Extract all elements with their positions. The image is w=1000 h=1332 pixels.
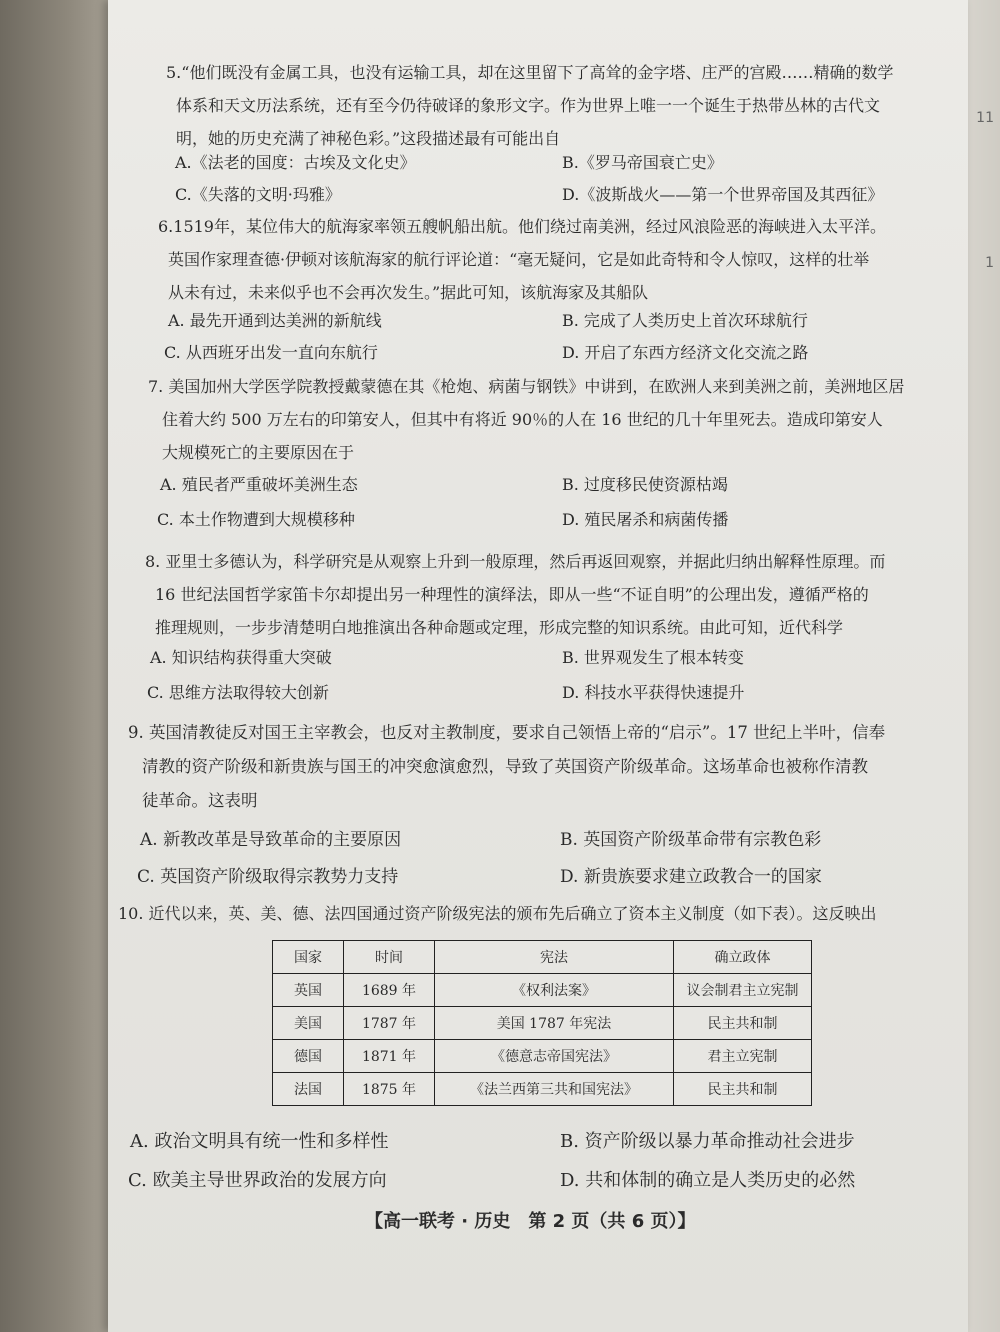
table-cell: 《德意志帝国宪法》 bbox=[435, 1040, 674, 1073]
stem-line: 推理规则，一步步清楚明白地推演出各种命题或定理，形成完整的知识系统。由此可知，近代科学 bbox=[155, 618, 844, 637]
question-9-option-b: B. 英国资产阶级革命带有宗教色彩 bbox=[560, 830, 822, 850]
stem-line: 16 世纪法国哲学家笛卡尔却提出另一种理性的演绎法，即从一些“不证自明”的公理出发，遵循严格的 bbox=[155, 585, 869, 604]
table-cell: 法国 bbox=[273, 1073, 344, 1106]
stem-line: 大规模死亡的主要原因在于 bbox=[162, 443, 355, 462]
question-7-option-d: D. 殖民屠杀和病菌传播 bbox=[562, 510, 729, 529]
table-header-cell: 确立政体 bbox=[674, 941, 812, 974]
question-5-stem bbox=[166, 56, 893, 155]
question-8-option-c: C. 思维方法取得较大创新 bbox=[147, 683, 329, 702]
stem-line: 6.1519年，某位伟大的航海家率领五艘帆船出航。他们绕过南美洲，经过风浪险恶的海峡进入太平洋。 bbox=[158, 217, 886, 236]
table-cell: 《法兰西第三共和国宪法》 bbox=[435, 1073, 674, 1106]
table-cell: 英国 bbox=[273, 974, 344, 1007]
question-7-option-a: A. 殖民者严重破坏美洲生态 bbox=[160, 475, 358, 494]
table-cell: 议会制君主立宪制 bbox=[674, 974, 812, 1007]
question-5-option-d: D.《波斯战火——第一个世界帝国及其西征》 bbox=[562, 185, 884, 204]
question-6-option-a: A. 最先开通到达美洲的新航线 bbox=[168, 311, 382, 330]
question-9-option-d: D. 新贵族要求建立政教合一的国家 bbox=[560, 867, 822, 887]
question-10-option-c: C. 欧美主导世界政治的发展方向 bbox=[128, 1170, 387, 1191]
stem-line: 9. 英国清教徒反对国王主宰教会，也反对主教制度，要求自己领悟上帝的“启示”。17 世纪上半叶，信奉 bbox=[128, 723, 886, 742]
table-cell: 美国 bbox=[273, 1007, 344, 1040]
table-row bbox=[273, 1007, 812, 1040]
question-6-option-d: D. 开启了东西方经济文化交流之路 bbox=[562, 343, 809, 362]
table-header-cell: 宪法 bbox=[435, 941, 674, 974]
question-6-stem bbox=[158, 210, 886, 309]
table-cell: 1787 年 bbox=[344, 1007, 435, 1040]
table-cell: 1871 年 bbox=[344, 1040, 435, 1073]
table-header-cell: 国家 bbox=[273, 941, 344, 974]
table-cell: 民主共和制 bbox=[674, 1073, 812, 1106]
question-8-option-d: D. 科技水平获得快速提升 bbox=[562, 683, 745, 702]
question-5-option-b: B.《罗马帝国衰亡史》 bbox=[562, 153, 723, 172]
question-8-stem bbox=[145, 545, 885, 644]
question-7-stem bbox=[148, 370, 904, 469]
table-row bbox=[273, 974, 812, 1007]
stem-line: 清教的资产阶级和新贵族与国王的冲突愈演愈烈，导致了英国资产阶级革命。这场革命也被称作清教 bbox=[142, 757, 868, 776]
question-5-option-a: A.《法老的国度：古埃及文化史》 bbox=[175, 153, 416, 172]
question-7-option-c: C. 本土作物遭到大规模移种 bbox=[157, 510, 355, 529]
question-8-option-b: B. 世界观发生了根本转变 bbox=[562, 648, 744, 667]
question-9-stem bbox=[128, 716, 885, 818]
desk-background-left bbox=[0, 0, 110, 1332]
table-row bbox=[273, 1073, 812, 1106]
stem-line: 5.“他们既没有金属工具，也没有运输工具，却在这里留下了高耸的金字塔、庄严的宫殿……精确的数学 bbox=[166, 63, 894, 82]
question-10-option-d: D. 共和体制的确立是人类历史的必然 bbox=[560, 1170, 856, 1191]
table-cell: 1689 年 bbox=[344, 974, 435, 1007]
stem-line: 8. 亚里士多德认为，科学研究是从观察上升到一般原理，然后再返回观察，并据此归纳出解释性原理。而 bbox=[145, 552, 886, 571]
edge-mark: 11 bbox=[976, 110, 994, 126]
table-header-cell: 时间 bbox=[344, 941, 435, 974]
stem-line: 英国作家理查德·伊顿对该航海家的航行评论道：“毫无疑问，它是如此奇特和令人惊叹，这样的壮举 bbox=[168, 250, 870, 269]
edge-mark: 1 bbox=[985, 255, 994, 271]
table-cell: 民主共和制 bbox=[674, 1007, 812, 1040]
stem-line: 从未有过，未来似乎也不会再次发生。”据此可知，该航海家及其船队 bbox=[168, 283, 649, 302]
question-10-stem bbox=[118, 900, 877, 928]
table-cell: 德国 bbox=[273, 1040, 344, 1073]
table-cell: 君主立宪制 bbox=[674, 1040, 812, 1073]
question-7-option-b: B. 过度移民使资源枯竭 bbox=[562, 475, 728, 494]
question-8-option-a: A. 知识结构获得重大突破 bbox=[150, 648, 332, 667]
question-5-option-c: C.《失落的文明·玛雅》 bbox=[175, 185, 341, 204]
page-footer: 【高一联考 · 历史 第 2 页（共 6 页）】 bbox=[365, 1211, 696, 1232]
stem-line: 明，她的历史充满了神秘色彩。”这段描述最有可能出自 bbox=[176, 129, 561, 148]
question-9-option-c: C. 英国资产阶级取得宗教势力支持 bbox=[137, 867, 399, 887]
table-cell: 美国 1787 年宪法 bbox=[435, 1007, 674, 1040]
table-cell: 1875 年 bbox=[344, 1073, 435, 1106]
stem-line: 徒革命。这表明 bbox=[142, 791, 258, 810]
question-9-option-a: A. 新教改革是导致革命的主要原因 bbox=[140, 830, 402, 850]
question-6-option-c: C. 从西班牙出发一直向东航行 bbox=[164, 343, 378, 362]
table-header-row bbox=[273, 941, 812, 974]
stem-line: 10. 近代以来，英、美、德、法四国通过资产阶级宪法的颁布先后确立了资本主义制度（如下表）。这反映出 bbox=[118, 904, 877, 923]
stem-line: 体系和天文历法系统，还有至今仍待破译的象形文字。作为世界上唯一一个诞生于热带丛林的古代文 bbox=[176, 96, 881, 115]
table-cell: 《权利法案》 bbox=[435, 974, 674, 1007]
constitution-table bbox=[272, 940, 812, 1106]
question-10-option-a: A. 政治文明具有统一性和多样性 bbox=[130, 1131, 389, 1152]
stem-line: 住着大约 500 万左右的印第安人，但其中有将近 90％的人在 16 世纪的几十年里死去。造成印第安人 bbox=[162, 410, 883, 429]
stem-line: 7. 美国加州大学医学院教授戴蒙德在其《枪炮、病菌与钢铁》中讲到，在欧洲人来到美洲之前，美洲地区居 bbox=[148, 377, 905, 396]
table-row bbox=[273, 1040, 812, 1073]
question-10-option-b: B. 资产阶级以暴力革命推动社会进步 bbox=[560, 1131, 855, 1152]
question-6-option-b: B. 完成了人类历史上首次环球航行 bbox=[562, 311, 808, 330]
